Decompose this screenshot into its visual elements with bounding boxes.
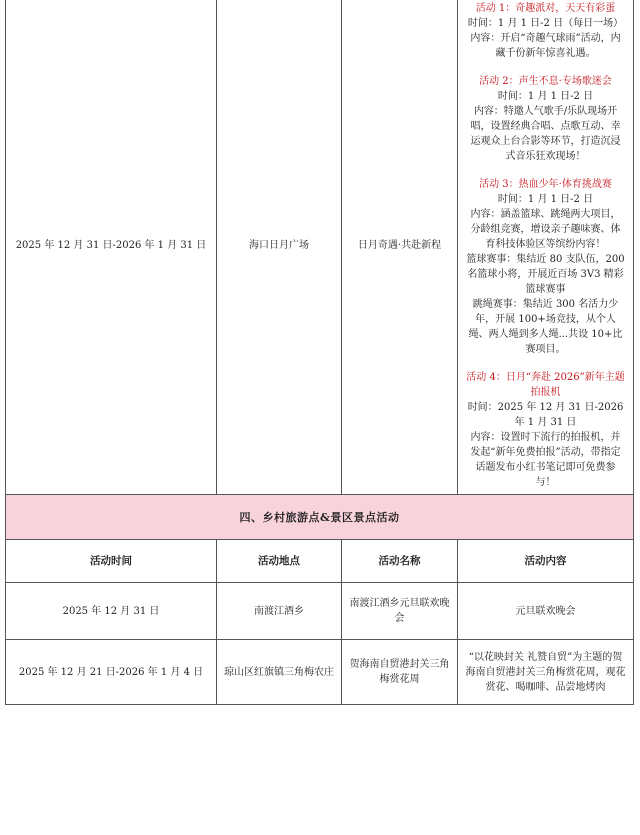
- event-activities-cell: [458, 0, 634, 495]
- activity-line: 内容：开启“奇趣气球雨”活动，内藏千份新年惊喜礼遇。: [470, 33, 621, 59]
- activity-line: 时间：1 月 1 日-2 日（每日一场）: [467, 18, 624, 29]
- section-row: [6, 495, 634, 540]
- activity-line: 时间：2025 年 12 月 31 日-2026 年 1 月 31 日: [467, 402, 624, 428]
- row-date: 2025 年 12 月 31 日: [6, 583, 217, 640]
- activity-title: 活动 2：声生不息·专场歌迷会: [479, 76, 612, 87]
- row-content: “以花映封关 礼赞自贸”为主题的贺海南自贸港封关三角梅赏花周，观花赏花、喝咖啡、品尝地烤肉: [458, 640, 634, 705]
- event-date-cell: 2025 年 12 月 31 日-2026 年 1 月 31 日: [6, 0, 217, 495]
- event-location-cell: 海口日月广场: [217, 0, 342, 495]
- row-content: 元旦联欢晚会: [458, 583, 634, 640]
- table-row: [6, 583, 634, 640]
- header-name: 活动名称: [342, 540, 458, 583]
- row-name: 南渡江酒乡元旦联欢晚会: [342, 583, 458, 640]
- row-location: 琼山区红旗镇三角梅农庄: [217, 640, 342, 705]
- header-date: 活动时间: [6, 540, 217, 583]
- activity-title: 活动 4：日月“奔赴 2026”新年主题拍报机: [466, 372, 625, 398]
- row-date: 2025 年 12 月 21 日-2026 年 1 月 4 日: [6, 640, 217, 705]
- activity-block: [466, 177, 625, 357]
- activity-line: 内容：设置时下流行的拍报机，并发起“新年免费拍报”活动，带指定话题发布小红书笔记即可免费参与！: [470, 432, 621, 488]
- row-location: 南渡江酒乡: [217, 583, 342, 640]
- row-name: 贺海南自贸港封关三角梅赏花周: [342, 640, 458, 705]
- activity-line: 内容：涵盖篮球、跳绳两大项目，分龄组竞赛，增设亲子趣味赛、体育科技体验区等缤纷内容！: [470, 209, 621, 250]
- activity-line: 时间：1 月 1 日-2 日: [497, 194, 594, 205]
- section-title: 四、乡村旅游点&景区景点活动: [6, 495, 634, 540]
- activity-line: 篮球赛事：集结近 80 支队伍，200 名篮球小将，开展近百场 3V3 精彩篮球赛事: [466, 254, 625, 295]
- table-row: [6, 640, 634, 705]
- activity-title: 活动 3：热血少年·体育挑战赛: [479, 179, 612, 190]
- event-name-cell: 日月奇遇·共赴新程: [342, 0, 458, 495]
- activity-line: 时间：1 月 1 日-2 日: [497, 91, 594, 102]
- activity-line: 跳绳赛事：集结近 300 名活力少年，开展 100+场竞技，从个人绳、两人绳到多人绳...共设 10+比赛项目。: [468, 299, 623, 355]
- activity-block: [466, 370, 625, 490]
- header-location: 活动地点: [217, 540, 342, 583]
- header-content: 活动内容: [458, 540, 634, 583]
- table-header-row: [6, 540, 634, 583]
- activity-block: [466, 1, 625, 61]
- activity-table: [5, 0, 634, 705]
- activity-line: 内容：特邀人气歌手/乐队现场开唱，设置经典合唱、点歌互动、幸运观众上台合影等环节，打造沉浸式音乐狂欢现场！: [470, 106, 621, 162]
- activity-title: 活动 1：奇趣派对，天天有彩蛋: [475, 3, 616, 14]
- event-row: [6, 0, 634, 495]
- activity-block: [466, 74, 625, 164]
